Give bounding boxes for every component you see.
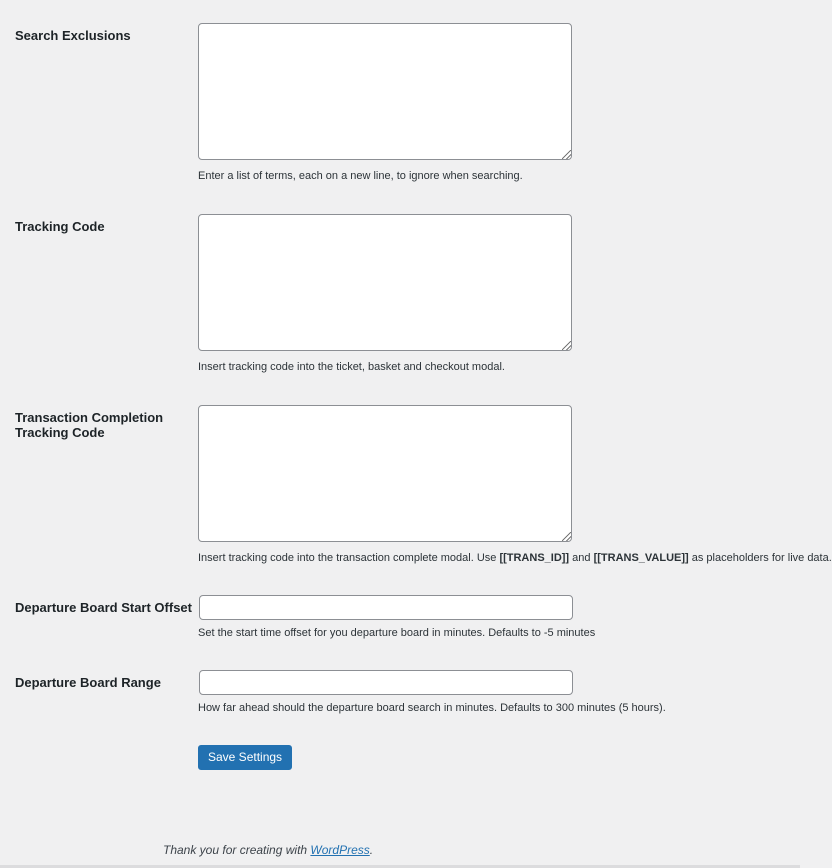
departure-start-offset-label: Departure Board Start Offset xyxy=(15,600,192,615)
footer-thankyou xyxy=(163,843,373,857)
departure-start-offset-description: Set the start time offset for you departure board in minutes. Defaults to -5 minutes xyxy=(198,627,596,639)
tracking-code-label: Tracking Code xyxy=(15,219,105,234)
tracking-code-textarea[interactable] xyxy=(198,214,572,351)
description-text: and xyxy=(569,552,594,564)
tracking-code-description: Insert tracking code into the ticket, basket and checkout modal. xyxy=(198,361,505,373)
search-exclusions-textarea[interactable] xyxy=(198,23,572,160)
description-text: Insert tracking code into the transaction complete modal. Use xyxy=(198,552,500,564)
description-text: as placeholders for live data. xyxy=(688,552,832,564)
departure-start-offset-input[interactable] xyxy=(199,595,573,620)
departure-range-input[interactable] xyxy=(199,670,573,695)
trans-value-placeholder: [[TRANS_VALUE]] xyxy=(593,552,689,564)
footer-text: Thank you for creating with xyxy=(163,843,311,857)
departure-range-label: Departure Board Range xyxy=(15,675,161,690)
wordpress-link[interactable]: WordPress xyxy=(310,843,370,857)
departure-range-description: How far ahead should the departure board search in minutes. Defaults to 300 minutes (5 hours). xyxy=(198,702,666,714)
transaction-tracking-label-line2: Tracking Code xyxy=(15,425,105,440)
save-settings-button[interactable]: Save Settings xyxy=(198,745,292,770)
search-exclusions-description: Enter a list of terms, each on a new line, to ignore when searching. xyxy=(198,170,523,182)
transaction-tracking-label-line1: Transaction Completion xyxy=(15,410,164,425)
resize-handle-icon[interactable] xyxy=(562,341,571,350)
trans-id-placeholder: [[TRANS_ID]] xyxy=(499,552,570,564)
search-exclusions-label: Search Exclusions xyxy=(15,28,131,43)
transaction-tracking-code-label xyxy=(15,410,185,440)
footer-suffix: . xyxy=(369,843,374,857)
resize-handle-icon[interactable] xyxy=(562,532,571,541)
transaction-tracking-code-textarea[interactable] xyxy=(198,405,572,542)
transaction-tracking-code-description xyxy=(198,552,832,564)
resize-handle-icon[interactable] xyxy=(562,150,571,159)
